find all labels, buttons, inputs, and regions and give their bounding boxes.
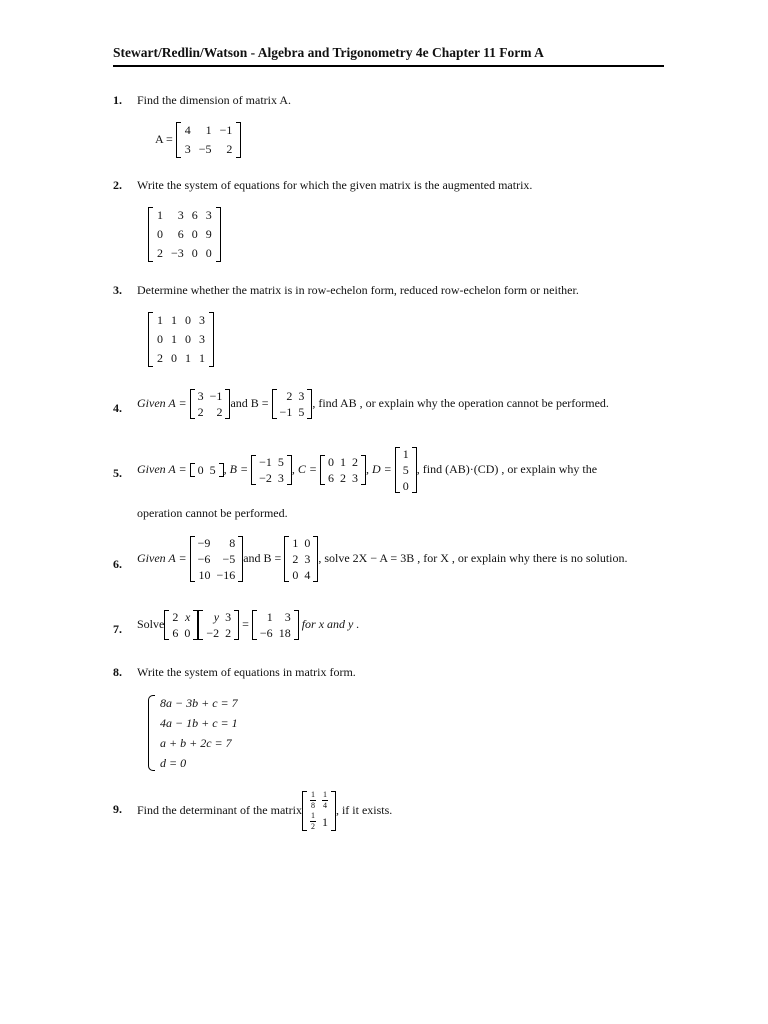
matrix-entry: 1 [205,123,212,137]
equation-line: 4a − 1b + c = 1 [160,716,238,730]
question-number: 7. [113,622,122,636]
matrix-entry: −1 [259,455,272,469]
question-number: 6. [113,557,122,571]
question-suffix: , solve 2X − A = 3B , for X , or explain why there is no solution. [318,550,628,565]
matrix-entry: 8 [229,536,236,550]
matrix-entry: 2 [339,471,346,485]
matrix-entry: 0 [304,536,311,550]
matrix-entry: 3 [184,142,191,156]
matrix-entry: 9 [205,227,212,241]
matrix-entry: 1 [266,610,273,624]
matrix-d [395,446,417,494]
matrix-entry: 2 [197,405,204,419]
fraction: $\frac{1}{2}$ [310,811,315,831]
matrix-entry: 0 [185,313,191,327]
question-number: 2. [113,178,122,192]
matrix-entry: 0 [184,626,191,640]
matrix-a [176,121,242,159]
matrix-entry: 5 [402,463,409,477]
d-label: , D = [365,461,392,476]
matrix-entry: 3 [298,389,305,403]
matrix-entry: 6 [172,626,179,640]
matrix-a [190,462,224,478]
c-label: , C = [291,461,317,476]
question-text: Write the system of equations for which the given matrix is the augmented matrix. [137,178,533,192]
matrix-entry: 3 [351,471,358,485]
matrix [148,311,214,368]
equation-line: a + b + 2c = 7 [160,736,232,750]
matrix-entry: 2 [351,455,358,469]
matrix-entry: 3 [284,610,291,624]
matrix-entry: 0 [327,455,334,469]
matrix-entry: 4 [184,123,191,137]
matrix-entry: x [185,610,191,624]
matrix-c [320,454,366,486]
matrix-entry: 1 [171,332,177,346]
matrix-entry: 1 [157,208,163,222]
question-number: 1. [113,93,122,107]
matrix-entry: 2 [226,142,233,156]
question-number: 5. [113,466,122,480]
matrix-2 [198,609,239,641]
matrix-entry: 5 [298,405,305,419]
matrix-entry: 5 [277,455,284,469]
matrix-entry: 6 [191,208,198,222]
matrix-entry: −6 [259,626,273,640]
matrix-entry: −5 [222,552,236,566]
matrix-entry: 1 [157,313,163,327]
matrix-entry [307,811,319,832]
matrix-entry: 3 [199,313,205,327]
matrix-entry: 2 [157,246,163,260]
question-text: Determine whether the matrix is in row-echelon form, reduced row-echelon form or neither. [137,283,579,297]
matrix-3 [252,609,299,641]
question-prefix: Find the determinant of the matrix [137,802,302,817]
matrix-entry: 2 [216,405,223,419]
matrix-entry: 18 [278,626,291,640]
system-brace [148,695,155,771]
matrix-entry [307,790,319,811]
matrix-entry: 4 [304,568,311,582]
matrix-entry: 6 [327,471,334,485]
matrix-b [284,535,318,583]
matrix-entry: 0 [402,479,409,493]
matrix-entry: 0 [157,227,163,241]
matrix-entry: 0 [185,332,191,346]
equation-line: 8a − 3b + c = 7 [160,696,238,710]
matrix-entry: 2 [225,626,232,640]
matrix-entry: 2 [157,351,163,365]
matrix-b [272,388,313,420]
matrix-1 [164,609,198,641]
matrix-entry: 1 [185,351,191,365]
fraction-matrix [302,790,336,832]
given-label: Given A = [137,461,187,476]
question-continuation: operation cannot be performed. [137,506,288,520]
matrix-entry: 0 [197,463,204,477]
question-suffix: , find AB , or explain why the operation cannot be performed. [312,395,609,410]
matrix-entry: y [213,610,220,624]
equation-system [148,693,238,773]
question-suffix: , if it exists. [335,802,393,817]
matrix-entry: −1 [209,389,223,403]
matrix-entry: 3 [225,610,232,624]
matrix-entry: 0 [191,246,198,260]
and-label: and B = [230,395,269,410]
question-number: 4. [113,401,122,415]
question-suffix: , find (AB)·(CD) , or explain why the [416,461,598,476]
matrix-entry: 3 [304,552,311,566]
matrix-entry: −5 [198,142,212,156]
matrix-entry: 3 [205,208,212,222]
matrix-entry: 5 [209,463,216,477]
matrix-entry: 0 [157,332,163,346]
matrix-entry: 3 [177,208,184,222]
matrix-entry: −2 [259,471,272,485]
solve-label: Solve [137,616,165,631]
and-label: and B = [243,550,282,565]
question-text: Write the system of equations in matrix form. [137,665,356,679]
given-label: Given A = [137,395,187,410]
fraction: $\frac{1}{4}$ [322,790,327,810]
matrix-entry: 3 [197,389,204,403]
matrix-entry: −2 [206,626,220,640]
matrix-entry: −6 [197,552,211,566]
matrix-entry: −9 [197,536,211,550]
matrix-entry: 2 [292,552,299,566]
equals-sign: = [242,616,249,631]
matrix-entry: 10 [198,568,211,582]
question-number: 9. [113,802,122,816]
matrix-entry: 1 [402,447,409,461]
question-suffix: for x and y . [301,616,360,631]
header-rule [113,65,664,67]
matrix-entry: −3 [171,246,184,260]
matrix-entry: 2 [172,610,179,624]
matrix-entry: 3 [199,332,205,346]
matrix-entry: 6 [177,227,184,241]
question-text: Find the dimension of matrix A. [137,93,291,107]
matrix-entry: 0 [171,351,177,365]
fraction: $\frac{1}{8}$ [310,790,315,810]
matrix-entry: 0 [205,246,212,260]
matrix-entry: 1 [292,536,299,550]
matrix-entry: 3 [277,471,284,485]
matrix-entry: 2 [286,389,293,403]
matrix-entry: 1 [199,351,205,365]
question-number: 3. [113,283,122,297]
matrix-a [190,388,231,420]
page-header [113,44,664,62]
b-label: , B = [223,461,249,476]
matrix-a [190,535,244,583]
matrix-label: A = [155,131,173,146]
matrix-entry: 1 [171,313,177,327]
augmented-matrix [148,206,221,263]
equation-line: d = 0 [160,756,187,770]
matrix-entry: 0 [191,227,198,241]
matrix-entry: 0 [292,568,299,582]
matrix-entry: −1 [219,123,233,137]
question-number: 8. [113,665,122,679]
matrix-entry [319,790,331,811]
matrix-entry: 1 [339,455,346,469]
matrix-entry: −16 [216,568,236,582]
matrix-b [251,454,292,486]
given-label: Given A = [137,550,187,565]
header-title: Stewart/Redlin/Watson - Algebra and Trigonometry 4e Chapter 11 Form A [113,45,544,60]
matrix-entry: 1 [321,814,328,829]
matrix-entry: −1 [279,405,293,419]
